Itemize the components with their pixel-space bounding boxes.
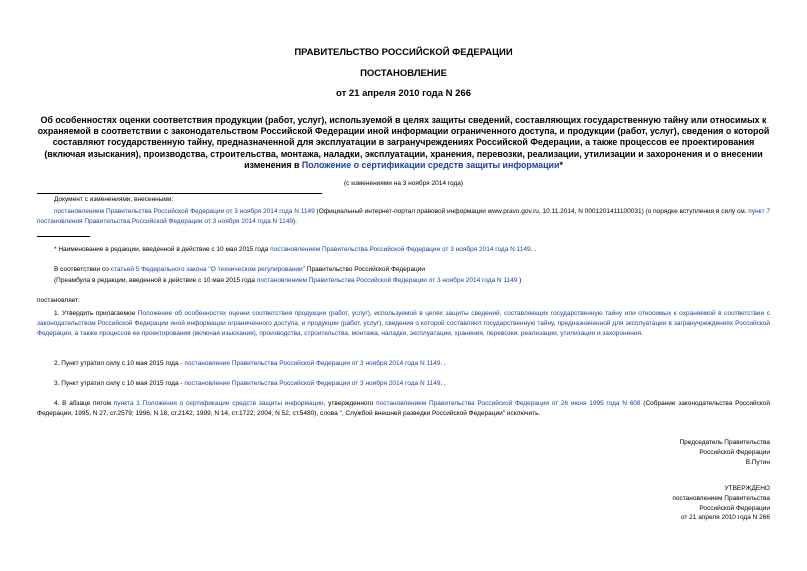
changes-link-2[interactable]: пункт 7 постановления Правительства Российской Федерации от 3 ноября 2014 года N 1149 [37,208,770,225]
title-text: Об особенностях оценки соответствия продукции (работ, услуг), используемой в целях защиты сведений, составляющих государственную тайну или относимых к охраняемой в соответствии с законодательством Российской Федерации иной информации ограниченного доступа, и продукции (работ, услуг), сведения о которой составляют государственную тайну, предназначенной для эксплуатации в загранучреждениях Российской Федерации, а также процессов ее проектирования (включая изыскания), производства, строительства, монтажа, наладки, эксплуатации, хранения, перевозки, реализации, утилизации и захоронения и о внесении изменения в [37,115,770,170]
changes-link-1[interactable]: постановлением Правительства Российской Федерации от 3 ноября 2014 года N 1149 [54,208,315,215]
signature-title: Председатель Правительства [679,439,770,446]
paragraph-4: 4. В абзаце пятом пункта 1 Положения о сертификации средств защиты информации, утвержденного постановлением Правительства Российской Федерации от 26 июня 1995 года N 608 (Собрание законодательства Российской Федерации, 1995, N 27, ст.2579; 1996, N 18, ст.2142; 1999, N 14, ст.1722; 2004, N 52, ст.5480), слова ", Службой внешней разведки Российской Федерации" исключить. [37,400,771,417]
amended-note: (с изменениями на 3 ноября 2014 года) [343,180,464,187]
approved-block [672,484,770,523]
preamble: В соответствии со статьей 5 Федерального закона "О техническом регулировании" Правительство Российской Федерации [54,266,425,273]
header-government: ПРАВИТЕЛЬСТВО РОССИЙСКОЙ ФЕДЕРАЦИИ [294,47,513,58]
divider-mid [37,236,90,237]
document-title [36,115,771,171]
approved-date: от 21 апреля 2010 года N 266 [680,514,770,522]
paragraph-3: 3. Пункт утратил силу с 10 мая 2015 года - постановление Правительства Российской Федерации от 3 ноября 2014 года N 1149. . [54,380,446,387]
title-asterisk: * [559,159,563,170]
changes-heading: Документ с изменениями, внесенными: [54,196,174,203]
paragraph-4-link-1[interactable]: пункта 1 Положения о сертификации средств защиты информации [113,400,324,407]
paragraph-1-link[interactable]: Положение об особенностях оценки соответствия продукции (работ, услуг), используемой в целях защиты сведений, составляющих государственную тайну или относимых к охраняемой в соответствии с законодательством Российской Федерации иной информации ограниченного доступа, и продукции (работ, услуг), сведения о которой составляют государственную тайну, предназначенной для эксплуатации в загранучреждениях Российской Федерации, а также процессов ее проектирования (включая изыскания), производства, строительства, монтажа, наладки, эксплуатации, хранения, перевозки, реализации, утилизации и захоронения [37,310,770,337]
signature-name: В.Путин [745,458,770,466]
preamble-note: (Преамбула в редакции, введенной в действие с 10 мая 2015 года постановлением Правительства Российской Федерации от 3 ноября 2014 года N 1149 ) [54,277,522,284]
signature-block [679,438,770,467]
signature-country: Российской Федерации [699,448,770,456]
title-link[interactable]: Положение о сертификации средств защиты информации [301,159,560,170]
footnote-link[interactable]: постановлением Правительства Российской Федерации от 3 ноября 2014 года N 1149 [270,246,531,253]
preamble-law-link[interactable]: статьей 5 Федерального закона "О техническом регулировании" [110,266,305,273]
approved-label: УТВЕРЖДЕНО [724,485,770,492]
divider-top [37,193,322,194]
approved-by: постановлением Правительства [672,494,770,502]
header-resolution: ПОСТАНОВЛЕНИЕ [360,68,447,79]
paragraph-2: 2. Пункт утратил силу с 10 мая 2015 года - постановление Правительства Российской Федерации от 3 ноября 2014 года N 1149. . [54,360,446,367]
footnote: * Наименование в редакции, введенной в действие с 10 мая 2015 года постановлением Правительства Российской Федерации от 3 ноября 2014 года N 1149. . [54,246,537,253]
changes-text: постановлением Правительства Российской Федерации от 3 ноября 2014 года N 1149 (Официальный интернет-портал правовой информации www.pravo.gov.ru, 10.11.2014, N 0001201411100031) (о порядке вступления в силу см. пункт 7 постановления Правительства Российской Федерации от 3 ноября 2014 года N 1149). [37,208,770,225]
preamble-note-link[interactable]: постановлением Правительства Российской Федерации от 3 ноября 2014 года N 1149 [256,277,518,284]
paragraph-4-link-2[interactable]: постановлением Правительства Российской Федерации от 26 июня 1995 года N 608 [376,400,641,407]
decides-label: постановляет: [37,297,80,304]
paragraph-3-link[interactable]: постановление Правительства Российской Федерации от 3 ноября 2014 года N 1149 [184,380,441,387]
paragraph-1: 1. Утвердить прилагаемое Положение об особенностях оценки соответствия продукции (работ, услуг), используемой в целях защиты сведений, составляющих государственную тайну или относимых к охраняемой в соответствии с законодательством Российской Федерации иной информации ограниченного доступа, и продукции (работ, услуг), сведения о которой составляют государственную тайну, предназначенной для эксплуатации в загранучреждениях Российской Федерации, а также процессов ее проектирования (включая изыскания), производства, строительства, монтажа, наладки, эксплуатации, хранения, перевозки, реализации, утилизации и захоронения. [37,310,770,337]
approved-country: Российской Федерации [699,504,770,512]
paragraph-2-link[interactable]: постановление Правительства Российской Федерации от 3 ноября 2014 года N 1149 [184,360,441,367]
header-date: от 21 апреля 2010 года N 266 [336,88,471,99]
